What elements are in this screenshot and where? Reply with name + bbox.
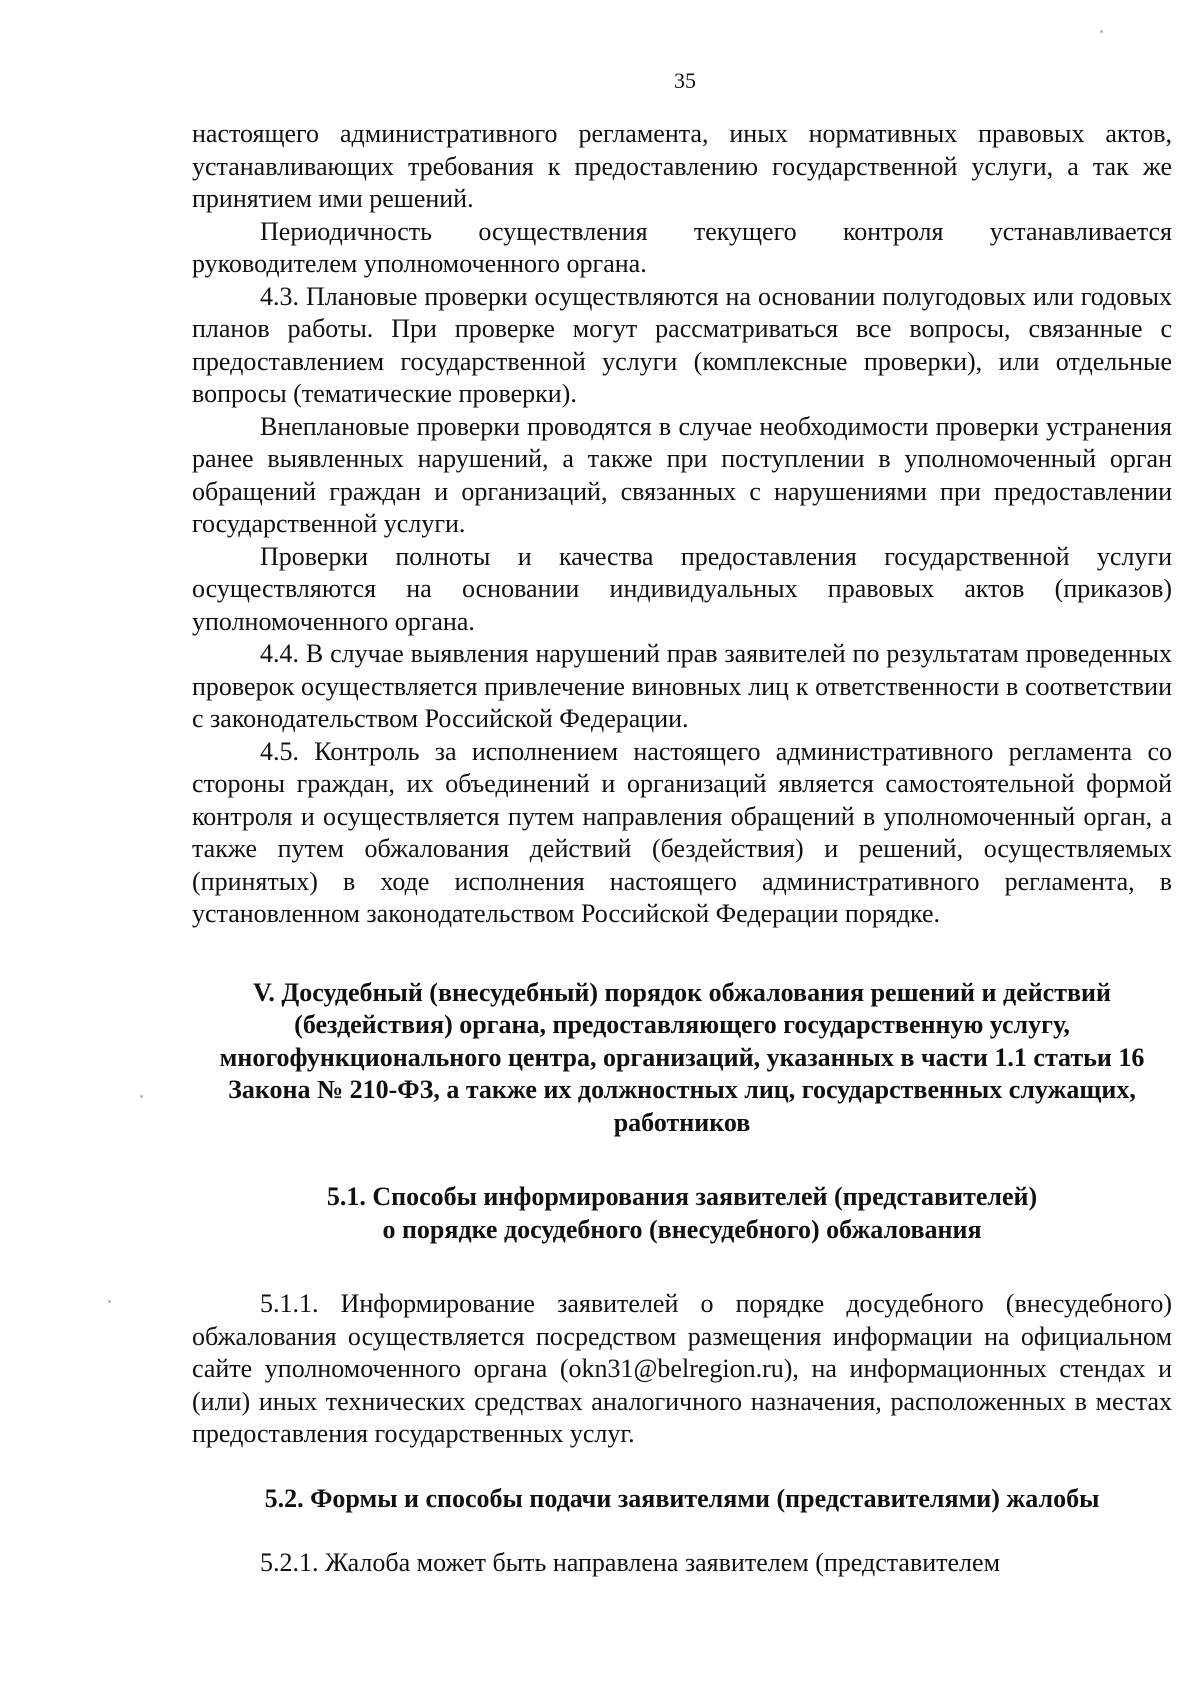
page-number: 35 bbox=[674, 68, 696, 93]
paragraph-quality-checks: Проверки полноты и качества предоставления государственной услуги осуществляются на основании индивидуальных правовых актов (приказов) уполномоченного органа. bbox=[192, 541, 1172, 636]
paragraph-unscheduled-checks: Внеплановые проверки проводятся в случае необходимости проверки устранения ранее выявленных нарушений, а также при поступлении в уполномоченный орган обращений граждан и организаций, связанных с нарушениями при предоставлении государственной услуги. bbox=[192, 411, 1172, 538]
scan-speck bbox=[108, 1300, 111, 1303]
scan-speck bbox=[1100, 30, 1103, 33]
document-body bbox=[192, 118, 1172, 1580]
paragraph-continuation: настоящего административного регламента, иных нормативных правовых актов, устанавливающих требования к предоставлению государственной услуги, а так же принятием ими решений. bbox=[192, 119, 1172, 213]
paragraph-4-5: 4.5. Контроль за исполнением настоящего административного регламента со стороны граждан, их объединений и организаций является самостоятельной формой контроля и осуществляется путем направления обращений в уполномоченный орган, а также путем обжалования действий (бездействия) и решений, осуществляемых (принятых) в ходе исполнения настоящего административного регламента, в установленном законодательством Российской Федерации порядке. bbox=[192, 736, 1172, 928]
subsection-5-2-title: 5.2. Формы и способы подачи заявителями (представителями) жалобы bbox=[264, 1483, 1100, 1513]
paragraph-5-1-1: 5.1.1. Информирование заявителей о порядке досудебного (внесудебного) обжалования осуществляется посредством размещения информации на официальном сайте уполномоченного органа (okn31@belregion.ru), на информационных стендах и (или) иных технических средствах аналогичного назначения, расположенных в местах предоставления государственных услуг. bbox=[192, 1289, 1172, 1448]
scan-speck bbox=[140, 1095, 143, 1098]
subsection-5-1-title bbox=[192, 1181, 1172, 1246]
subsection-5-1-title-line-1: 5.1. Способы информирования заявителей (представителей) bbox=[326, 1182, 1038, 1211]
paragraph-4-4: 4.4. В случае выявления нарушений прав заявителей по результатам проведенных проверок осуществляется привлечение виновных лиц к ответственности в соответствии с законодательством Российской Федерации. bbox=[192, 639, 1172, 733]
paragraph-5-2-1: 5.2.1. Жалоба может быть направлена заявителем (представителем bbox=[260, 1548, 1001, 1577]
paragraph-control-periodicity: Периодичность осуществления текущего контроля устанавливается руководителем уполномоченного органа. bbox=[192, 216, 1172, 278]
subsection-5-1-title-line-2: о порядке досудебного (внесудебного) обжалования bbox=[382, 1214, 982, 1244]
section-5-title: V. Досудебный (внесудебный) порядок обжалования решений и действий (бездействия) органа, предоставляющего государственную услугу, многофункционального центра, организаций, указанных в части 1.1 статьи 16 Закона № 210-ФЗ, а также их должностных лиц, государственных служащих, работников bbox=[219, 977, 1145, 1137]
paragraph-4-3: 4.3. Плановые проверки осуществляются на основании полугодовых или годовых планов работы. При проверке могут рассматриваться все вопросы, связанные с предоставлением государственной услуги (комплексные проверки), или отдельные вопросы (тематические проверки). bbox=[192, 281, 1172, 408]
